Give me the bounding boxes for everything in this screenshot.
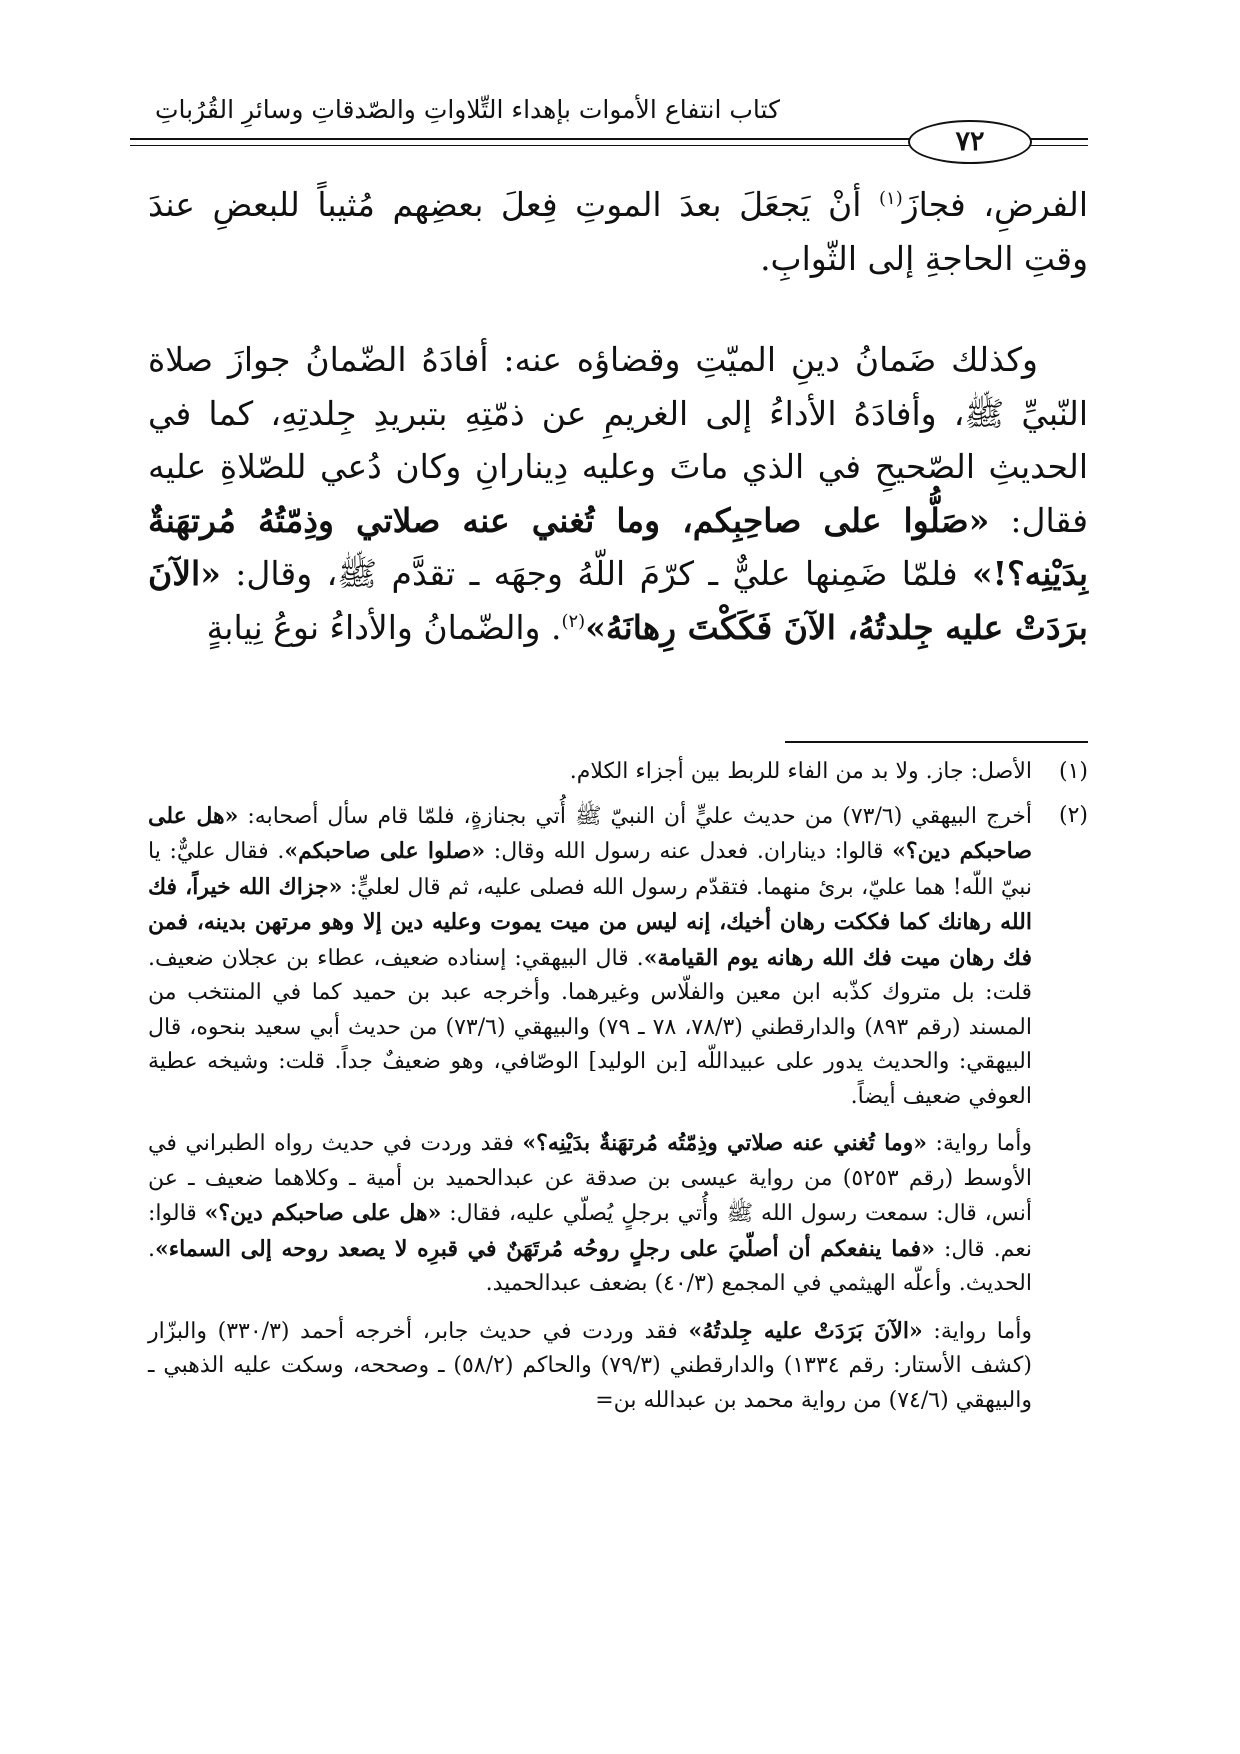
footnote	[148, 799, 1088, 1419]
footnote-text: الأصل: جاز. ولا بد من الفاء للربط بين أجزاء الكلام.	[569, 759, 1032, 784]
text-run: . الحديث. وأعلّه الهيثمي في المجمع (٤٠/٣) بضعف عبدالحميد.	[148, 1236, 1032, 1296]
hadith-quote: «فما ينفعكم أن أصلّيَ على رجلٍ روحُه مُرتَهَنٌ في قبرِه لا يصعد روحه إلى السماء»	[155, 1235, 935, 1262]
text-run: فقد وردت في حديث جابر، أخرجه أحمد (٣٣٠/٣) والبزّار (كشف الأستار: رقم ١٣٣٤) والدارقطني (٧٩/٣) والحاكم (٥٨/٢) ـ وصححه، وسكت عليه الذهبي ـ والبيهقي (٧٤/٦) من رواية محمد بن عبدالله بن=	[148, 1318, 1032, 1413]
text-run: فلمّا ضَمِنها عليٌّ ـ كرّمَ اللّهُ وجهَه ـ تقدَّم ﷺ، وقال:	[220, 554, 973, 593]
hadith-quote: «هل على صاحبكم دين؟»	[148, 802, 1033, 864]
paragraph	[148, 178, 1088, 285]
footnote-separator	[785, 741, 1088, 743]
text-run: وأما رواية:	[922, 1318, 1032, 1344]
footnote-paragraph	[148, 799, 1032, 1115]
hadith-quote: «الآنَ برَدَتْ عليه جِلدتُهُ، الآنَ فَكَكْتَ رِهانَهُ»	[148, 554, 1088, 647]
text-run: وكذلك ضَمانُ دينِ الميّتِ وقضاؤه عنه: أفادَهُ الضّمانُ جوازَ صلاة النّبيِّ ﷺ، وأفادَهُ الأداءُ إلى الغريمِ عن ذمّتِهِ بتبريدِ جِلدتِهِ، كما في الحديثِ الصّحيحِ في الذي ماتَ وعليه دِينارانِ وكان دُعي للصّلاةِ عليه فقال:	[148, 340, 1088, 540]
paragraph	[148, 333, 1088, 654]
text-run: . والضّمانُ والأداءُ نوعُ نِيابةٍ	[206, 607, 562, 647]
footnote-ref: (٢)	[561, 610, 586, 632]
text-run: قالوا: ديناران. فعدل عنه رسول الله وقال:	[485, 839, 893, 864]
page-number: ٧٢	[908, 120, 1032, 164]
hadith-quote: «صَلُّوا على صاحِبِكم، وما تُغني عنه صلاتي وذِمّتُهُ مُرتهَنةٌ بِدَيْنِه؟!»	[148, 500, 1088, 593]
footnotes	[148, 755, 1088, 1427]
hadith-quote: «الآنَ بَرَدَتْ عليه جِلدتُهُ»	[688, 1317, 923, 1344]
text-run: . فقال عليٌّ: يا نبيّ اللّه! هما عليّ، برئ منهما. فتقدّم رسول الله فصلى عليه، ثم قال لعليٍّ:	[148, 839, 1032, 900]
text-run: وأما رواية:	[926, 1131, 1032, 1156]
text-run: أخرج البيهقي (٧٣/٦) من حديث عليٍّ أن النبيّ ﷺ أُتي بجنازةٍ، فلمّا قام سأل أصحابه:	[238, 803, 1032, 829]
text-run: . قال البيهقي: إسناده ضعيف، عطاء بن عجلان ضعيف. قلت: بل متروك كذّبه ابن معين والفلّاس وغيرهما. وأخرجه عبد بن حميد كما في المنتخب من المسند (رقم ٨٩٣) والدارقطني (٧٨/٣، ٧٨ ـ ٧٩) والبيهقي (٧٣/٦) من حديث أبي سعيد بنحوه، قال البيهقي: والحديث يدور على عبيداللّه [بن الوليد] الوصّافي، وهو ضعيفٌ جداً. قلت: وشيخه عطية العوفي ضعيف أيضاً.	[148, 945, 1032, 1109]
hadith-quote: «صلوا على صاحبكم»	[284, 838, 486, 864]
footnote-paragraph	[148, 1126, 1032, 1302]
main-text	[148, 178, 1088, 654]
text-run: قالوا: نعم. قال:	[148, 1201, 1032, 1262]
hadith-quote: «هل على صاحبكم دين؟»	[204, 1200, 442, 1226]
footnote	[148, 755, 1088, 790]
hadith-quote: «وما تُغني عنه صلاتي وذِمّتُه مُرتهَنةٌ بدَيْنِه؟»	[522, 1130, 927, 1156]
text-run: أنْ يَجعَلَ بعدَ الموتِ فِعلَ بعضِهم مُثيباً للبعضِ عندَ وقتِ الحاجةِ إلى الثّوابِ.	[148, 185, 1088, 278]
footnote-ref: (١)	[878, 188, 903, 209]
footnote-paragraph	[148, 1314, 1032, 1419]
hadith-quote: «جزاك الله خيراً، فك الله رهانك كما فككت رهان أخيك، إنه ليس من ميت يموت وعليه دين إلا وهو مرتهن بدينه، فمن فك رهان ميت فك الله رهانه يوم القيامة»	[148, 873, 1032, 971]
text-run: الفرضِ، فجازَ	[902, 185, 1089, 224]
footnote-number: (١)	[1058, 759, 1088, 784]
running-header-title: كتاب انتفاع الأموات بإهداء التِّلاواتِ والصّدقاتِ وسائرِ القُرُباتِ	[154, 95, 780, 124]
footnote-number: (٢)	[1058, 802, 1088, 828]
text-run: فقد وردت في حديث رواه الطبراني في الأوسط (رقم ٥٢٥٣) من رواية عيسى بن صدقة عن عبدالحميد بن أمية ـ وكلاهما ضعيف ـ عن أنس، قال: سمعت رسول الله ﷺ وأُتي برجلٍ يُصلّي عليه، فقال:	[148, 1131, 1033, 1226]
